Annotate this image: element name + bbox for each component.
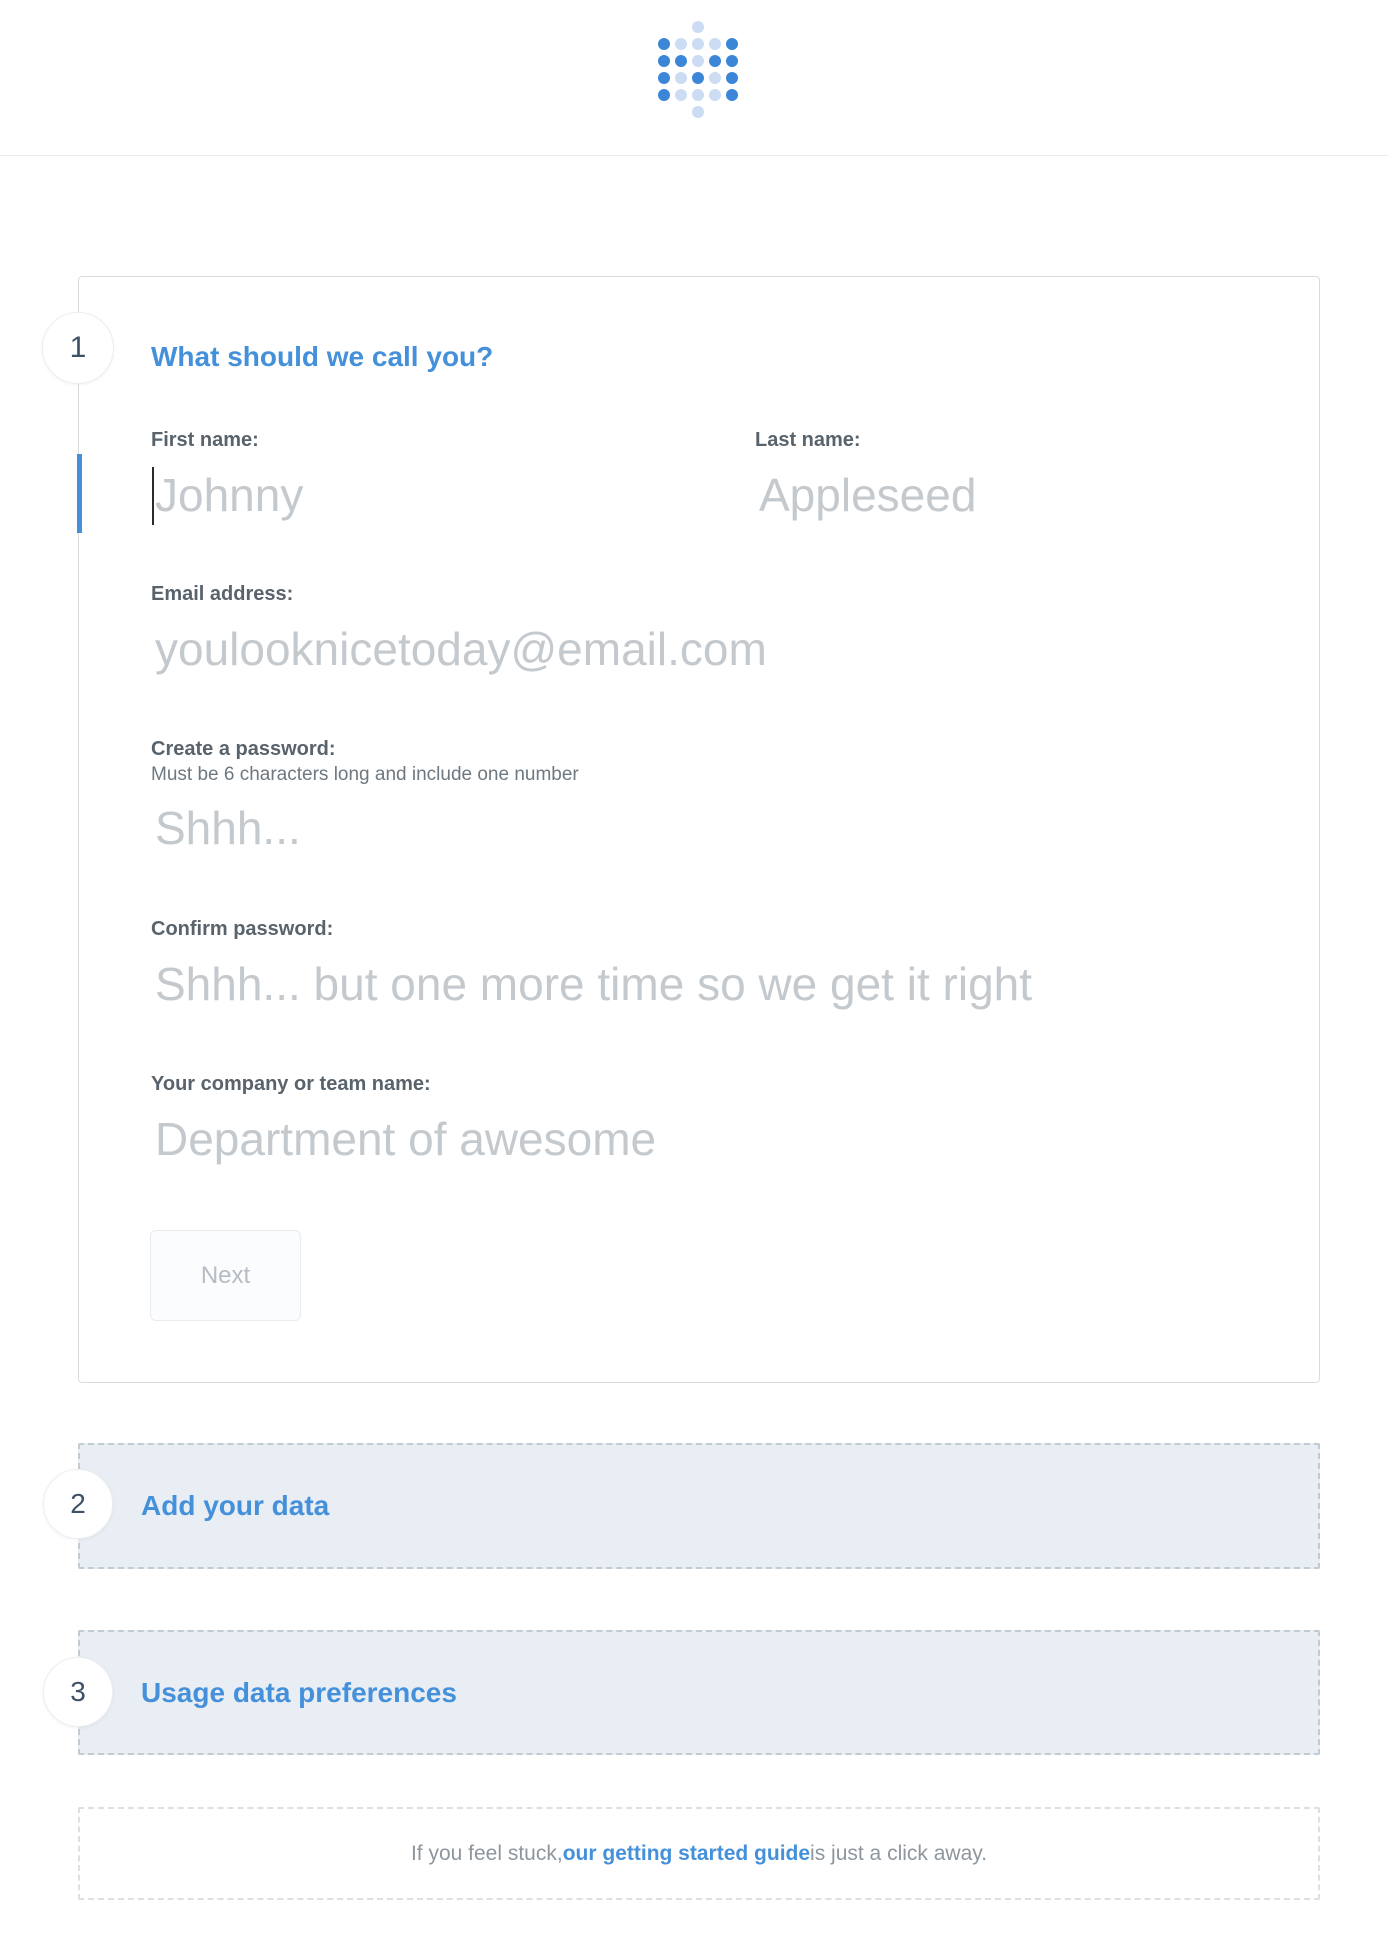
company-input[interactable]: [151, 1105, 1247, 1173]
header-divider: [0, 155, 1388, 156]
password-hint: Must be 6 characters long and include one number: [151, 764, 579, 785]
step3-section[interactable]: [78, 1630, 1320, 1755]
step1-title: What should we call you?: [151, 341, 494, 372]
confirm-password-label: Confirm password:: [151, 918, 334, 940]
help-text-after: is just a click away.: [810, 1841, 988, 1865]
password-label: Create a password:: [151, 738, 336, 760]
name-fields-row: [151, 427, 1247, 537]
first-name-input[interactable]: [151, 461, 671, 529]
first-name-label: First name:: [151, 429, 259, 451]
step3-number: 3: [70, 1676, 86, 1707]
step3-title: Usage data preferences: [141, 1676, 457, 1708]
password-field-group: [151, 736, 1247, 862]
confirm-password-field-group: [151, 916, 1247, 1018]
email-input[interactable]: [151, 615, 1247, 683]
step1-badge: [42, 312, 114, 384]
password-input[interactable]: [151, 794, 1247, 862]
last-name-label: Last name:: [755, 429, 861, 451]
company-field-group: [151, 1071, 1247, 1173]
active-field-indicator: [77, 454, 82, 533]
company-label: Your company or team name:: [151, 1073, 431, 1095]
first-name-field-group: [151, 427, 671, 529]
email-label: Email address:: [151, 583, 294, 605]
email-field-group: [151, 581, 1247, 683]
geckoboard-logo: [658, 21, 738, 118]
step3-badge: [43, 1657, 113, 1727]
help-footer: [78, 1807, 1320, 1900]
header: [0, 0, 1388, 156]
step2-section[interactable]: [78, 1443, 1320, 1569]
step2-number: 2: [70, 1488, 86, 1519]
help-text-before: If you feel stuck,: [410, 1841, 563, 1865]
last-name-input[interactable]: [755, 461, 1235, 529]
next-button[interactable]: Next: [150, 1230, 301, 1321]
getting-started-guide-link[interactable]: our getting started guide: [562, 1841, 811, 1865]
step2-title: Add your data: [141, 1490, 330, 1521]
last-name-field-group: [755, 427, 1235, 529]
text-cursor: [152, 467, 154, 525]
step1-number: 1: [69, 331, 87, 364]
step2-badge: [43, 1469, 113, 1539]
confirm-password-input[interactable]: [151, 950, 1247, 1018]
